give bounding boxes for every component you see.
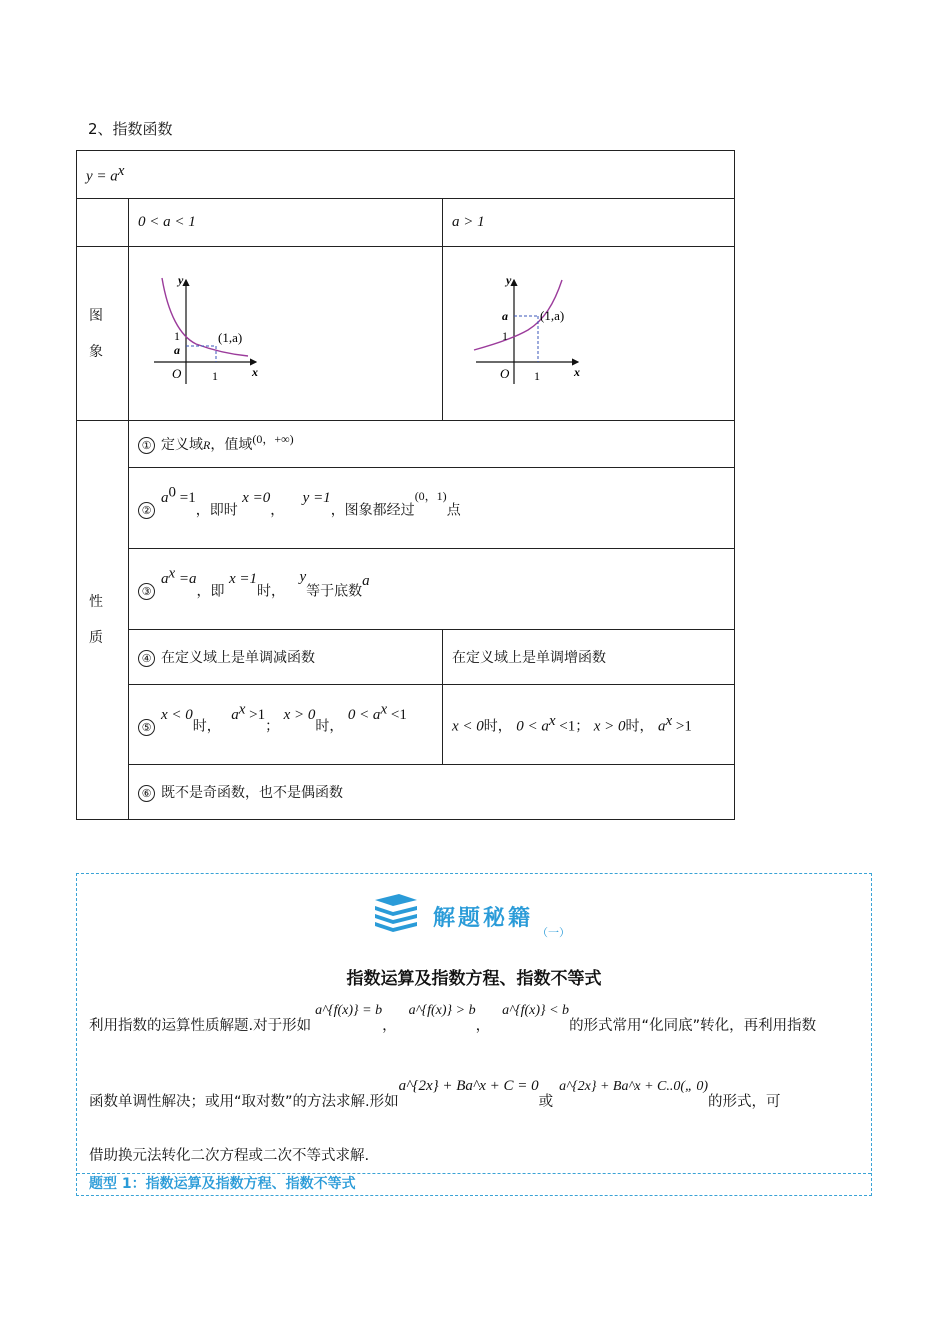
property-1 (129, 421, 735, 468)
property-6-text: 既不是奇函数，也不是偶函数 (161, 785, 343, 801)
property-1-text: 定义域 (161, 437, 203, 453)
p5r-c2: 0 < a (516, 718, 549, 735)
y-tick-a: a (502, 308, 508, 323)
p3-text3: 等于底数 (306, 583, 363, 600)
line2-text-a: 函数单调性解决；或用“取对数”的方法求解.形如 (89, 1094, 399, 1110)
p5r-c3: x > 0 (593, 718, 626, 735)
p5l-c1: x < 0 (161, 706, 193, 723)
p2-sup: 0 (168, 484, 176, 501)
property-1-number: ① (138, 437, 155, 454)
tips-banner (373, 892, 571, 939)
property-3 (129, 549, 735, 630)
y-axis-label: y (178, 273, 184, 287)
graph-increasing-cell (443, 247, 735, 421)
section-title: 指数运算及指数方程、指数不等式 (346, 969, 602, 989)
property-1-range: (0，+∞) (252, 432, 294, 446)
tips-box (76, 873, 872, 1196)
exponential-function-table (76, 150, 735, 820)
p3-text1: ，即 (196, 583, 225, 600)
line2-formula-2: a^{2x} + Ba^x + C..0(„ 0) (559, 1079, 708, 1094)
y-tick-1: 1 (502, 328, 508, 343)
type-label: 题型 1：指数运算及指数方程、指数不等式 (77, 1173, 871, 1195)
property-4-left-text: 在定义域上是单调减函数 (161, 650, 315, 666)
p2-text3: ，图象都经过 (330, 502, 415, 519)
graph-decreasing (144, 274, 264, 394)
p5r-c4: a (657, 718, 666, 735)
p3-y: y (299, 569, 307, 586)
property-4-right-text: 在定义域上是单调增函数 (452, 650, 606, 666)
p3-x: x =1 (229, 571, 258, 588)
p5r-c2sup: x (548, 713, 556, 730)
banner-title: 解题秘籍 (433, 905, 534, 931)
line2-text-b: 的形式，可 (708, 1094, 781, 1110)
x-axis-label: x (252, 364, 258, 379)
p5l-t1: 时， (192, 718, 221, 735)
property-4-number: ④ (138, 650, 155, 667)
y-tick-1: 1 (174, 328, 180, 343)
p2-text2: ， (270, 502, 285, 519)
tips-line-1 (89, 1003, 817, 1035)
line1-sep-1: ， (382, 1018, 397, 1034)
tips-line-3: 借助换元法转化二次方程或二次不等式求解. (89, 1148, 370, 1164)
y-tick-a: a (174, 342, 180, 357)
col-header-lt1-text: 0 < a < 1 (138, 214, 196, 230)
p5r-c2b: <1 (555, 718, 576, 735)
line2-or: 或 (538, 1094, 554, 1110)
p2-point: (0，1) (414, 489, 447, 504)
p5l-c2b: >1 (245, 706, 266, 723)
property-6-number: ⑥ (138, 785, 155, 802)
property-5-number: ⑤ (138, 719, 155, 736)
col-header-gt1 (443, 199, 735, 247)
p3-text2: 时， (257, 583, 286, 600)
p5l-c4: 0 < a (347, 706, 381, 723)
property-1-domain: R (203, 438, 211, 452)
p2-text4: 点 (446, 502, 461, 519)
p2-a: a (161, 490, 169, 507)
property-row-label (77, 421, 129, 820)
property-row-label-text: 性 质 (89, 594, 103, 646)
x-tick-1: 1 (212, 368, 218, 383)
p3-sup: x (168, 565, 176, 582)
property-5-left (129, 685, 443, 765)
banner-subtitle: （一） (537, 926, 571, 939)
formula: y = a (86, 168, 118, 185)
p2-y: y =1 (302, 490, 331, 507)
property-3-number: ③ (138, 583, 155, 600)
p5l-c2sup: x (238, 701, 246, 718)
property-6 (129, 765, 735, 820)
line1-text-b: 的形式常用“化同底”转化，再利用指数 (569, 1018, 817, 1034)
p5l-c3: x > 0 (283, 706, 316, 723)
y-axis-label: y (506, 273, 512, 287)
p2-eq: =1 (176, 490, 196, 507)
empty-corner-cell (77, 199, 129, 247)
x-axis-label: x (574, 364, 580, 379)
p3-a: a (161, 571, 169, 588)
property-1-text2: ，值域 (210, 437, 253, 453)
property-4-right (443, 630, 735, 685)
p5r-t3: 时， (625, 718, 654, 735)
p5l-c4sup: x (380, 701, 388, 718)
graph-increasing (466, 274, 586, 394)
p3-base: a (362, 573, 370, 590)
p5r-c4b: >1 (672, 718, 692, 735)
formula-cell (77, 151, 735, 199)
p5l-c2: a (231, 706, 239, 723)
line1-text-a: 利用指数的运算性质解题.对于形如 (89, 1018, 312, 1034)
col-header-lt1 (129, 199, 443, 247)
property-4-left (129, 630, 443, 685)
property-2-number: ② (138, 502, 155, 519)
books-icon (373, 892, 419, 932)
graph-row-label (77, 247, 129, 421)
p5l-c4b: <1 (387, 706, 407, 723)
section-heading: 2、指数函数 (88, 120, 173, 138)
p2-x: x =0 (242, 490, 271, 507)
col-header-gt1-text: a > 1 (452, 214, 485, 230)
p2-text1: ，即时 (195, 502, 238, 519)
p3-eq: =a (175, 571, 197, 588)
origin-label: O (172, 365, 182, 381)
p5r-t1: 时， (483, 718, 512, 735)
point-label: (1,a) (540, 307, 565, 323)
p5r-t2: ； (575, 718, 590, 735)
origin-label: O (500, 365, 510, 381)
graph-decreasing-cell (129, 247, 443, 421)
property-2 (129, 468, 735, 549)
point-label: (1,a) (218, 329, 243, 345)
p5r-c4sup: x (665, 713, 673, 730)
line1-formula-1: a^{f(x)} = b (315, 1003, 383, 1018)
property-5-right (443, 685, 735, 765)
p5l-t2: ； (265, 718, 280, 735)
line1-formula-3: a^{f(x)} < b (502, 1003, 570, 1018)
line1-formula-2: a^{f(x)} > b (408, 1003, 476, 1018)
p5l-t3: 时， (315, 718, 344, 735)
formula-exponent: x (117, 163, 125, 180)
graph-row-label-text: 图 象 (89, 307, 103, 360)
tips-line-2 (89, 1078, 781, 1111)
line1-sep-2: ， (475, 1018, 491, 1034)
p5r-c1: x < 0 (452, 718, 484, 735)
x-tick-1: 1 (534, 368, 540, 383)
line2-formula-1: a^{2x} + Ba^x + C = 0 (398, 1078, 539, 1094)
